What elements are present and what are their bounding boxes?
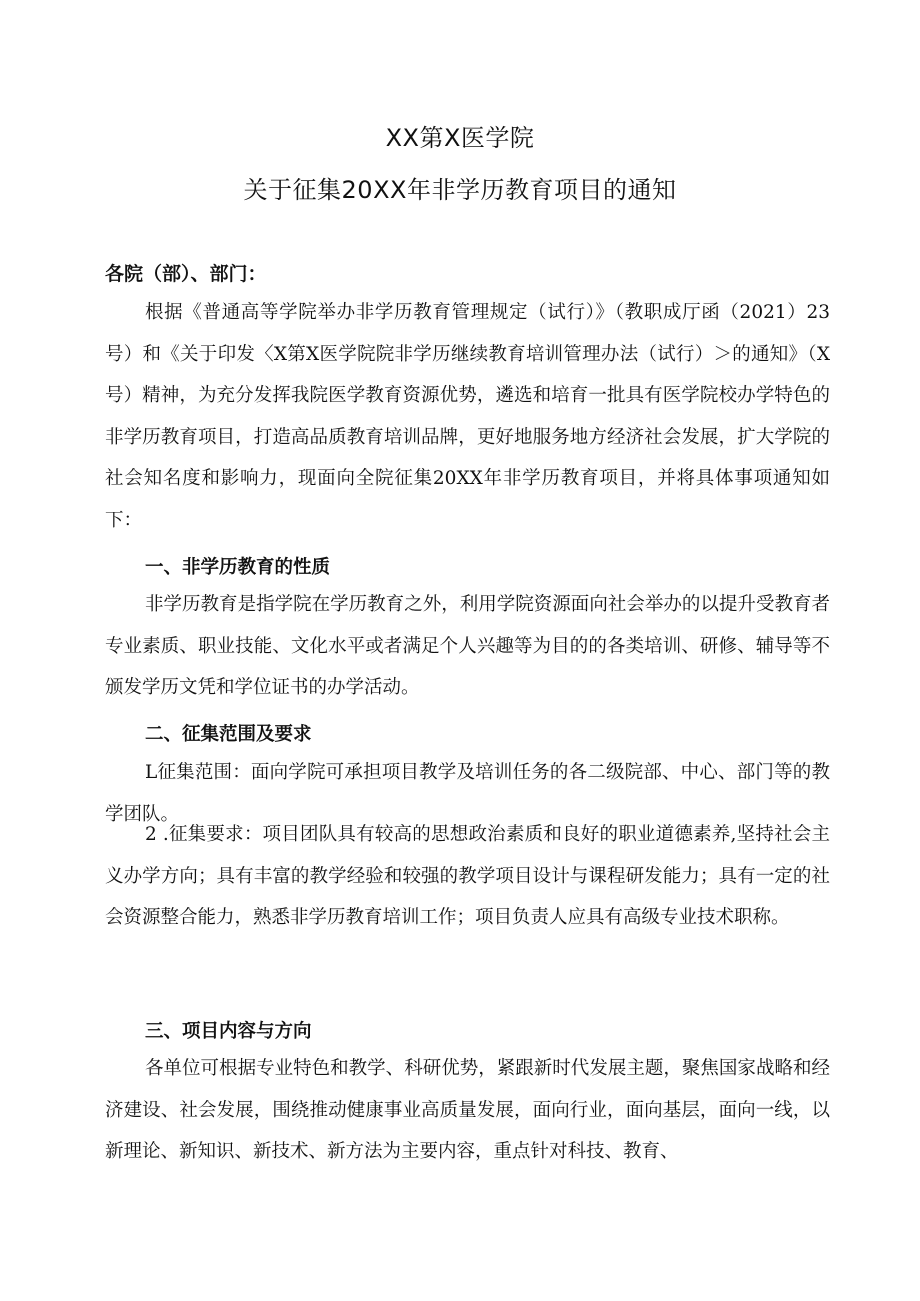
document-title-institution: XX第X医学院 xyxy=(385,124,535,152)
section-body-requirements: 2 .征集要求：项目团队具有较高的思想政治素质和良好的职业道德素养,坚持社会主义办学方向；具有丰富的教学经验和较强的教学项目设计与课程研发能力；具有一定的社会资源整合能力，熟悉非学历教育培训工作；项目负责人应具有高级专业技术职称。 xyxy=(105,824,830,928)
section-body-content: 各单位可根据专业特色和教学、科研优势，紧跟新时代发展主题，聚焦国家战略和经济建设、社会发展，围绕推动健康事业高质量发展，面向行业，面向基层，面向一线，以新理论、新知识、新技术、新方法为主要内容，重点针对科技、教育、 xyxy=(105,1058,830,1162)
intro-paragraph: 根据《普通高等学院举办非学历教育管理规定（试行）》（教职成厅函（2021）23号）和《关于印发〈X第X医学院院非学历继续教育培训管理办法（试行）＞的通知》（X号）精神，为充分发挥我院医学教育资源优势，遴选和培育一批具有医学院校办学特色的非学历教育项目，打造高品质教育培训品牌，更好地服务地方经济社会发展，扩大学院的社会知名度和影响力，现面向全院征集20XX年非学历教育项目，并将具体事项通知如下： xyxy=(105,302,830,531)
section-heading-scope: 二、征集范围及要求 xyxy=(145,724,312,745)
salutation: 各院（部）、部门： xyxy=(105,263,267,285)
section-heading-nature: 一、非学历教育的性质 xyxy=(145,557,331,578)
section-body-scope: L征集范围：面向学院可承担项目教学及培训任务的各二级院部、中心、部门等的教学团队。 xyxy=(105,762,830,825)
section-heading-content: 三、项目内容与方向 xyxy=(145,1021,312,1042)
section-body-nature: 非学历教育是指学院在学历教育之外，利用学院资源面向社会举办的以提升受教育者专业素质、职业技能、文化水平或者满足个人兴趣等为目的的各类培训、研修、辅导等不颁发学历文凭和学位证书的办学活动。 xyxy=(105,594,830,698)
document-title-notice: 关于征集20XX年非学历教育项目的通知 xyxy=(243,176,677,204)
